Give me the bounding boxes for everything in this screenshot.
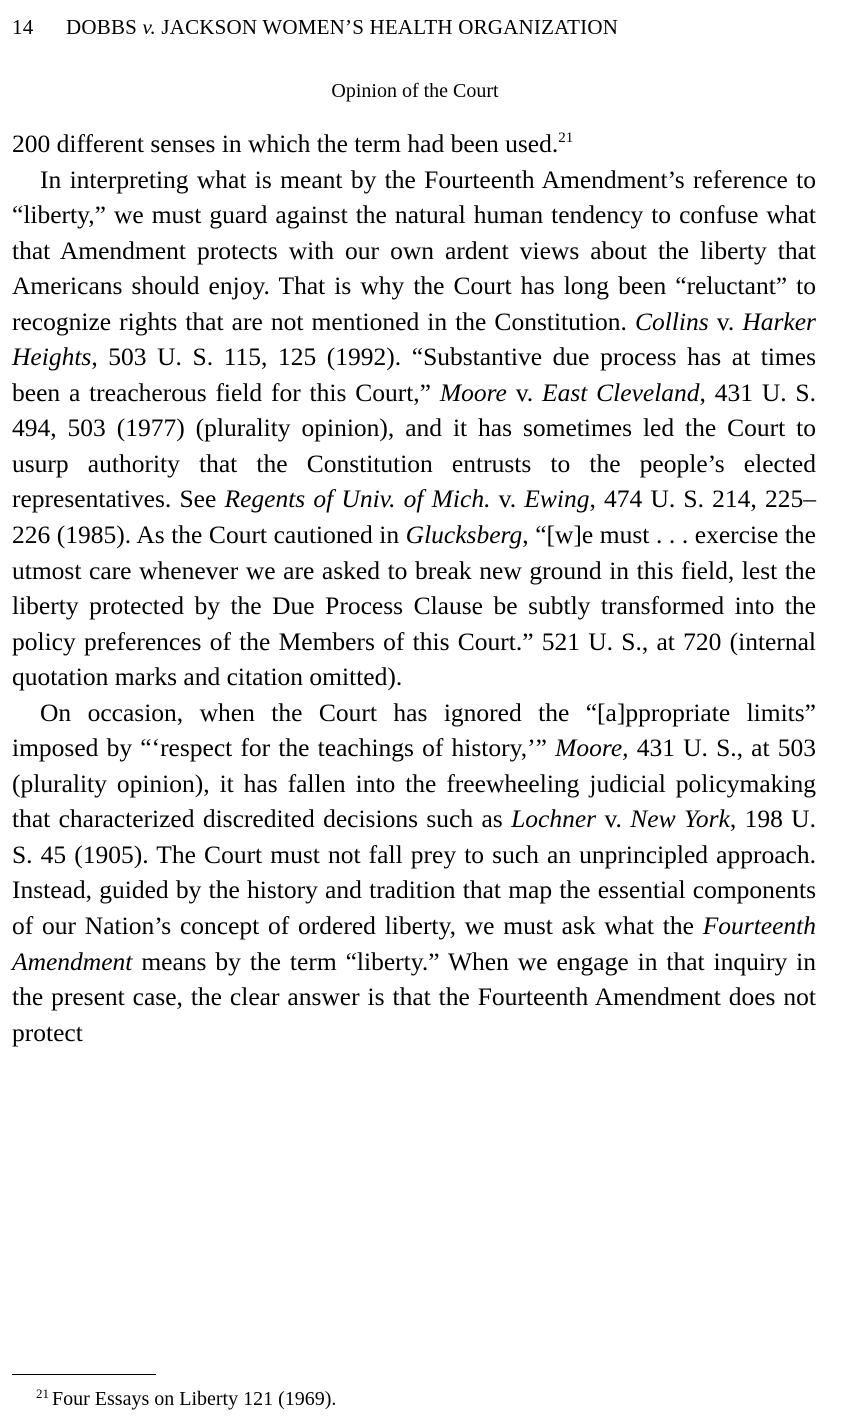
emphasis-italic: Fourteenth Amendment [12,911,816,976]
paragraph-text: 200 different senses in which the term had been used. [12,129,559,158]
paragraph-liberty [12,162,816,695]
case-name-left: DOBBS [66,15,138,39]
text-run: , 198 U. S. 45 (1905). The Court must not fall prey to such an unprincipled approach. Instead, guided by the history and tradition that map the essential components of our Nation’s concept of ordered liberty, we must ask what the [12,804,816,941]
opinion-label: Opinion of the Court [331,80,499,102]
paragraph-occasion [12,695,816,1050]
text-run: v. [708,306,743,336]
case-citation-italic: Harker Heights [12,306,816,372]
text-run: In interpreting what is meant by the Fourteenth Amendment’s reference to “liberty,” we must guard against the natural human tendency to confuse what that Amendment protects with our own ardent views about the liberty that Americans should enjoy. That is why the Court has long been “reluctant” to recognize rights that are not mentioned in the Constitution. [12,164,816,336]
text-run: , 431 U. S. 494, 503 (1977) (plurality opinion), and it has sometimes led the Court to usurp authority that the Constitution entrusts to the people’s elected representatives. See [12,377,816,514]
text-run: v. [490,484,525,514]
text-run: v. [506,377,542,407]
opinion-body [12,126,816,1050]
running-head [12,14,852,40]
text-run: v. [596,804,631,834]
case-citation-italic: Ewing [524,484,590,514]
page-number: 14 [12,15,34,39]
case-citation-italic: New York [630,804,730,834]
paragraph-continuation [12,126,816,162]
text-run: , 474 U. S. 214, 225– 226 (1985). As the Court cautioned in [12,484,816,550]
footnote-21 [36,1386,816,1412]
case-name-right: JACKSON WOMEN’S HEALTH ORGANIZATION [161,15,619,39]
case-citation-italic: Lochner [511,804,597,834]
text-run: , “[w]e must . . . exercise the utmost care whenever we are asked to break new ground in this field, lest the liberty protected by the Due Process Clause be subtly transformed into the policy preferences of the Members of this Court.” 521 U. S., at 720 (internal quotation marks and citation omitted). [12,520,816,692]
case-name-versus: v. [142,15,156,39]
case-citation-italic: East Cleveland [542,377,700,407]
text-run: On occasion, when the Court has ignored the “[a]ppropriate limits” imposed by “‘respect for the teachings of history,’” [12,697,816,763]
case-citation-italic: Moore, [555,733,629,763]
footnote-text: Four Essays on Liberty 121 (1969). [52,1388,337,1410]
text-run: 431 U. S., at 503 (plurality opinion), it has fallen into the freewheeling judicial policymaking that characterized discredited decisions such as [12,733,816,834]
case-citation-italic: Glucksberg [405,520,523,550]
case-citation-italic: Collins [635,306,709,336]
footnote-reference: 21 [558,130,574,146]
footnote-number: 21 [36,1386,49,1401]
footnote-divider [12,1374,156,1375]
case-citation-italic: Moore [439,377,507,407]
text-run: , 503 U. S. 115, 125 (1992). “Substantive due process has at times been a treacherous field for this Court,” [12,342,816,407]
text-run: means by the term “liberty.” When we engage in that inquiry in the present case, the clear answer is that the Fourteenth Amendment does not protect [12,946,816,1047]
case-citation-italic: Regents of Univ. of Mich. [224,484,491,514]
